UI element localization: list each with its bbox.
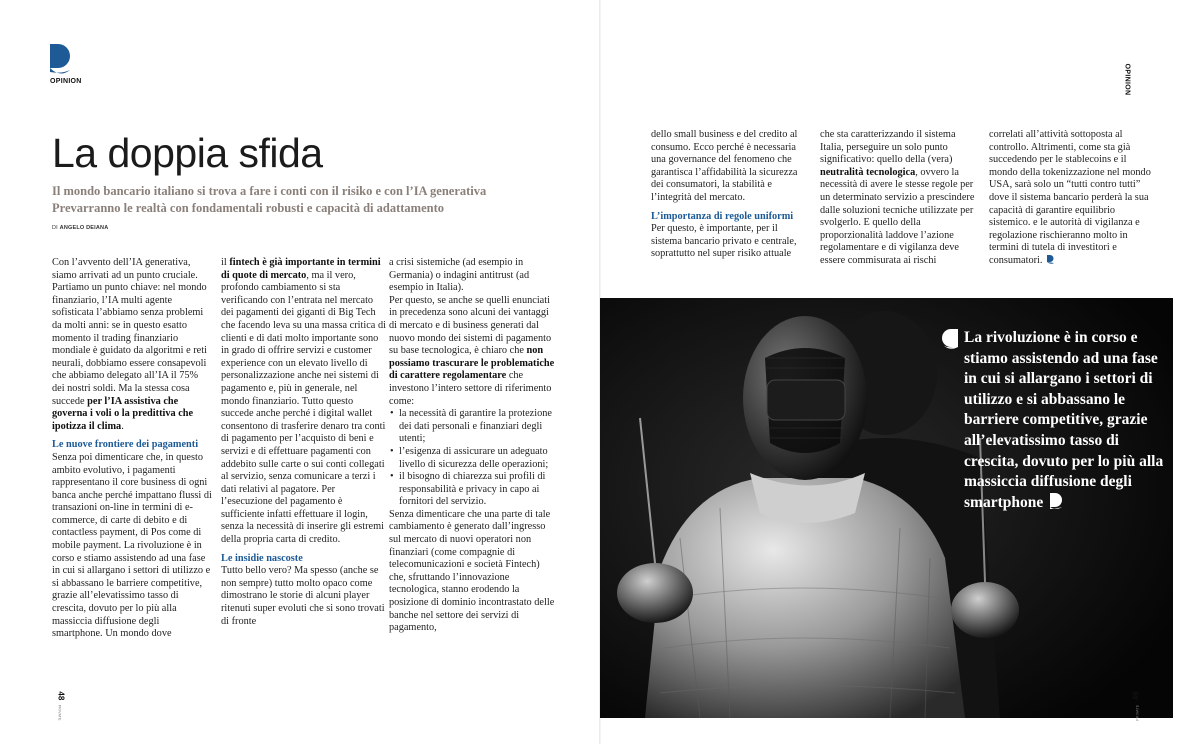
section-heading: Le insidie nascoste: [221, 552, 303, 564]
paragraph: [389, 295, 555, 408]
paragraph-text: che sta caratterizzando il sistema Italia, perseguire un solo punto significativo: quello della (vera): [820, 129, 956, 166]
paragraph-text: il: [221, 257, 227, 268]
list-item: • la necessità di garantire la protezione dei dati personali e finanziari degli utenti;: [389, 408, 555, 446]
section-heading: Le nuove frontiere dei pagamenti: [52, 439, 199, 451]
paragraph: [989, 129, 1152, 268]
subtitle-line-2: Prevarranno le realtà con fondamentali robusti e capacità di adattamento: [52, 201, 444, 215]
page-number-left: [56, 688, 70, 721]
section-label-right-wrap: [1123, 50, 1145, 110]
section-label-right: OPINION: [1123, 63, 1131, 96]
paragraph: a crisi sistemiche (ad esempio in Germania) o indagini antitrust (ad esempio in Italia).: [389, 257, 530, 294]
article-title: La doppia sfida: [52, 130, 323, 176]
pull-quote: [964, 328, 1164, 513]
subtitle-line-1: Il mondo bancario italiano si trova a fare i conti con il risiko e con l’IA generativa: [52, 184, 487, 198]
byline-prefix: DI: [52, 225, 58, 231]
page-number: 48: [56, 691, 66, 701]
list-item: • il bisogno di chiarezza sui profili di responsabilità e privacy in capo ai fornitori del servizio.: [389, 471, 555, 509]
byline: [52, 225, 108, 231]
text-column-4: [651, 129, 811, 261]
text-column-6: [989, 129, 1152, 268]
paragraph: dello small business e del credito al consumo. Ecco perché è necessaria una governance del fenomeno che garantisca l’affidabilità la sicurezza dei consumatori, la stabilità e l’integrità del mercato.: [651, 129, 798, 203]
paragraph: Senza dimenticare che una parte di tale cambiamento è generato dall’ingresso sul mercato di nuovi operatori non finanziari (come compagnie di telecomunicazioni e società Fintech) che, sfruttando l’innovazione tecnologica, stanno erodendo la posizione di dominio incontrastato delle banche nel settore dei servizi di pagamento,: [389, 508, 555, 634]
paragraph-text: che investono l’intero settore di riferimento come:: [389, 370, 552, 407]
paragraph-text: Per questo, se anche se quelli enunciati in precedenza sono alcuni dei vantaggi di mercato e di business generati dal nuovo mondo dei sistemi di pagamento su base tecnologica, è chiaro che: [389, 294, 552, 357]
paragraph: [221, 257, 386, 547]
paragraph-text: Con l’avvento dell’IA generativa, siamo arrivati ad un punto cruciale. Partiamo un punto chiave: nel mondo finanziario, l’IA multi agente sofisticata l’abbiamo senza problemi da molti anni: se in questo esatto momento il trading finanziario mondiale è guidato da algoritmi e reti neurali, dobbiamo essere consapevoli che abbiamo delegato all’IA il 75% dei nostri soldi. Ma la stessa cosa succede: [52, 257, 207, 407]
paragraph-bold: non possiamo trascurare le problematiche di carattere regolamentare: [389, 345, 555, 382]
text-column-1: [52, 257, 212, 641]
paragraph-bold: fintech è già importante in termini di quote di mercato: [221, 257, 381, 281]
pull-quote-text: La rivoluzione è in corso e stiamo assistendo ad una fase in cui si allargano i settori di utilizzo e si abbassano le barriere competitive, grazie all’elevatissimo tasso di crescita, dovuto per lo più alla massiccia diffusione degli smartphone: [964, 329, 1164, 511]
end-of-article-icon: [1047, 255, 1055, 264]
page-number-right: [1128, 688, 1141, 721]
list-item: • l’esigenza di assicurare un adeguato livello di sicurezza delle operazioni;: [389, 446, 555, 471]
paragraph: Tutto bello vero? Ma spesso (anche se non sempre) tutto molto opaco come dimostrano le storie di alcuni player ritenuti super evoluti che si sono trovati di fronte: [221, 565, 385, 627]
quote-close-icon: [1050, 493, 1064, 510]
paragraph-bold: per l’IA assistiva che governa i voli o la predittiva che ipotizza il clima: [52, 395, 194, 432]
paragraph-text: , ma il vero, profondo cambiamento si sta verificando con l’entrata nel mercato dei pagamenti dei giganti di Big Tech che facendo leva su una massa critica di clienti e di dati molto importante sono in grado di offrire servizi e customer experience con un elevato livello di personalizzazione anche nei sistemi di pagamento e, più in generale, nel mondo finanziario. Tutto questo succede anche perché i digital wallet consentono di trasferire denaro tra conti di pagamento per l’acquisto di beni e servizi e di effettuare pagamenti con addebito sulle carte o sui conti collegati al servizio, senza comunicare a terzi i dati relativi al pagatore. Per l’esecuzione del pagamento è sufficiente infatti effettuare il login, senza la necessità di inserire gli estremi della propria carta di credito.: [221, 269, 386, 546]
quote-open-icon: [941, 327, 959, 349]
author-name: ANGELO DEIANA: [59, 225, 109, 231]
publication-name: PRIVATE: [1135, 704, 1140, 721]
paragraph-text: correlati all’attività sottoposta al controllo. Altrimenti, come sta già succedendo per le stablecoins e il mondo della tokenizzazione nel mondo USA, sarà solo un “tutti contro tutti” dove il sistema bancario perderà la sua capacità di garantire equilibrio sistemico. e le autorità di vigilanza e regolazione rischieranno molto in termini di tutela di investitori e consumatori.: [989, 129, 1151, 266]
paragraph-text: , ovvero la necessità di avere le stesse regole per un determinato servizio a prescindere dalle soluzioni tecniche utilizzate per svolgerlo. E quello della proporzionalità laddove l’azione regolamentare e di vigilanza deve essere commisurata ai rischi: [820, 166, 975, 266]
paragraph-text: .: [121, 420, 124, 432]
text-column-2: [221, 257, 386, 628]
page-number: 49: [1131, 691, 1141, 701]
publication-name: PRIVATE: [57, 704, 62, 721]
paragraph: Per questo, è importante, per il sistema bancario privato e centrale, soprattutto nel super risiko attuale: [651, 223, 797, 260]
paragraph: Senza poi dimenticare che, in questo ambito evolutivo, i pagamenti rappresentano il core business di ogni banca anche perché impattano flussi di transazioni on-line in termini di e-commerce, di carte di debito e di contactless payment, di Pos come di mobile payment. La rivoluzione è in corso e stiamo assistendo ad una fase in cui si allargano i settori di utilizzo e si abbassano le barriere competitive, grazie all’elevatissimo tasso di crescita, dovuto per lo più alla massiccia diffusione degli smartphone. Un mondo dove: [52, 451, 212, 640]
paragraph: [820, 129, 980, 268]
paragraph-bold: neutralità tecnologica: [820, 166, 916, 178]
paragraph: [52, 257, 212, 433]
section-label-left: OPINION: [50, 78, 82, 85]
text-column-3: [389, 257, 555, 635]
magazine-logo-icon: [50, 44, 72, 76]
section-heading: L’importanza di regole uniformi: [651, 210, 794, 222]
text-column-5: [820, 129, 980, 268]
article-subtitle: [52, 183, 612, 217]
bullet-list: [389, 408, 555, 509]
